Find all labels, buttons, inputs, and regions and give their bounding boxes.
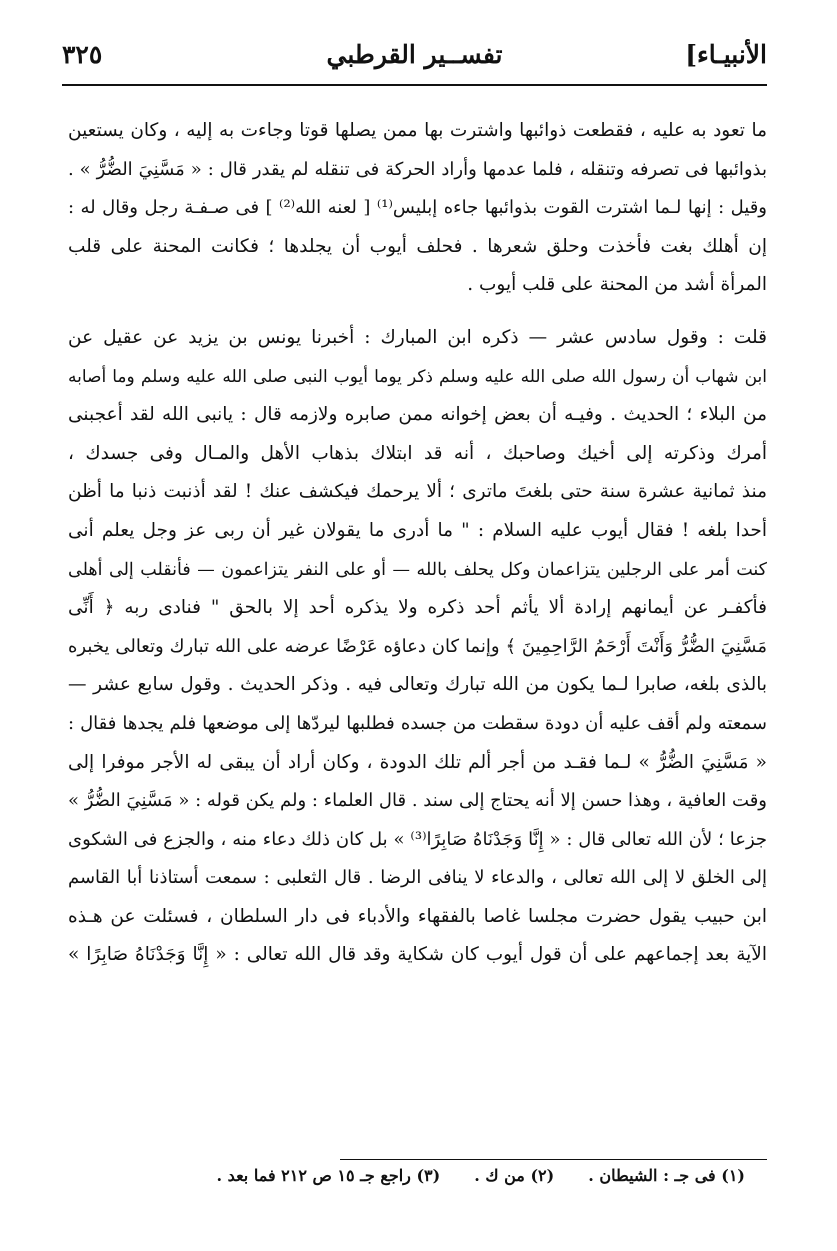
text-line: من البلاء ؛ الحديث . وفيـه أن بعض إخوانه ممن صابره ولازمه قال : يانبى الله لقد أعجبنى [68, 404, 767, 426]
text-line: منذ ثمانية عشرة سنة حتى بلغتَ ماترى ؛ ألا يرحمك فيكشف عنك ! لقد أذنبت ذنبا ما أظن [68, 481, 767, 503]
page-number: ٣٢٥ [62, 40, 103, 69]
text-line: قلت : وقول سادس عشر — ذكره ابن المبارك : أخبرنا يونس بن يزيد عن عقيل عن [68, 326, 767, 348]
main-text [68, 112, 767, 975]
footnote-rule [340, 1159, 767, 1160]
text-line: أمرك وذكرته إلى أخيك وصاحبك ، أنه قد ابتلاك بذهاب الأهل والمـال وفى جسدك ، [68, 442, 767, 464]
paragraph-1 [68, 112, 767, 305]
text-line: وقيل : إنها لـما اشترت القوت بذوائبها جاءه إبليس⁽¹⁾ [ لعنه الله⁽²⁾ ] فى صـفـة رجل وقال له : [68, 197, 768, 219]
text-line: « مَسَّنِيَ الضُّرُّ » لـما فقـد من أجر ألم تلك الدودة ، وكان أراد أن يبقى له الأجر موفرا إلى [68, 751, 767, 773]
footnotes [120, 1166, 745, 1185]
footnote-2: (٢) من ك . [474, 1166, 555, 1185]
text-line: بذوائبها فى تصرفه وتنقله ، فلما عدمها وأراد الحركة فى تنقله لم يقدر قال : « مَسَّنِيَ الضُّرُّ » . [68, 158, 767, 180]
text-line: إلى الخلق لا إلى الله تعالى ، والدعاء لا ينافى الرضا . قال الثعلبى : سمعت أستاذنا أبا القاسم [68, 867, 767, 889]
paragraph-2 [68, 319, 767, 975]
sura-name: الأنبيـاء] [685, 40, 767, 69]
text-line: جزعا ؛ لأن الله تعالى قال : « إِنَّا وَجَدْنَاهُ صَابِرًا⁽³⁾ » بل كان ذلك دعاء منه ، والجزع فى الشكوى [68, 828, 768, 850]
header-rule [62, 84, 767, 86]
text-line: أحدا بلغه ! فقال أيوب عليه السلام : " ما أدرى ما يقولان غير أن ربى عز وجل يعلم أنى [68, 519, 767, 541]
footnote-1: (١) فى جـ : الشيطان . [588, 1166, 745, 1185]
text-line: بالذى بلغه، صابرا لـما يكون من الله تبارك وتعالى فيه . وذكر الحديث . وقول سابع عشر — [68, 674, 767, 696]
text-line: وقت العافية ، وهذا حسن إلا أنه يحتاج إلى سند . قال العلماء : ولم يكن قوله : « مَسَّنِيَ الضُّرُّ » [68, 790, 767, 812]
running-header [62, 38, 767, 82]
text-line: الآية بعد إجماعهم على أن قول أيوب كان شكاية وقد قال الله تعالى : « إِنَّا وَجَدْنَاهُ صَابِرًا » [68, 944, 767, 966]
text-line: ما تعود به عليه ، فقطعت ذوائبها واشترت بها ممن يصلها قوتا وجاءت به إليه ، وكان يستعين [68, 120, 767, 141]
text-line: سمعته ولم أقف عليه أن دودة سقطت من جسده فطلبها ليردّها إلى موضعها فلم يجدها فقال : [68, 712, 767, 734]
text-line: المرأة أشد من المحنة على قلب أيوب . [467, 274, 767, 296]
text-line: ابن شهاب أن رسول الله صلى الله عليه وسلم ذكر يوما أيوب النبى صلى الله عليه وسلم وما أصابه [68, 366, 767, 387]
footnote-3: (٣) راجع جـ ١٥ ص ٢١٢ فما بعد . [216, 1166, 441, 1185]
text-line: كنت أمر على الرجلين يتزاعمان وكل يحلف بالله — أو على النفر يتزاعمون — فأنقلب إلى أهلى [68, 559, 767, 580]
text-line: فأكفـر عن أيمانهم إرادة ألا يأثم أحد ذكره ولا يذكره أحد إلا بالحق " فنادى ربه ﴿ أَنِّى [68, 597, 767, 619]
book-title: تفســير القرطبي [326, 40, 503, 69]
text-line: إن أهلك بغت فأخذت وحلق شعرها . فحلف أيوب أن يجلدها ؛ فكانت المحنة على قلب [68, 235, 767, 257]
text-line: ابن حبيب يقول حضرت مجلسا غاصا بالفقهاء والأدباء فى دار السلطان ، فسئلت عن هـذه [68, 905, 767, 927]
text-line: مَسَّنِيَ الضُّرُّ وَأَنْتَ أَرْحَمُ الرَّاحِمِينَ ﴾ وإنما كان دعاؤه عَرْضًا عرضه على الله تبارك وتعالى يخبره [68, 635, 767, 657]
